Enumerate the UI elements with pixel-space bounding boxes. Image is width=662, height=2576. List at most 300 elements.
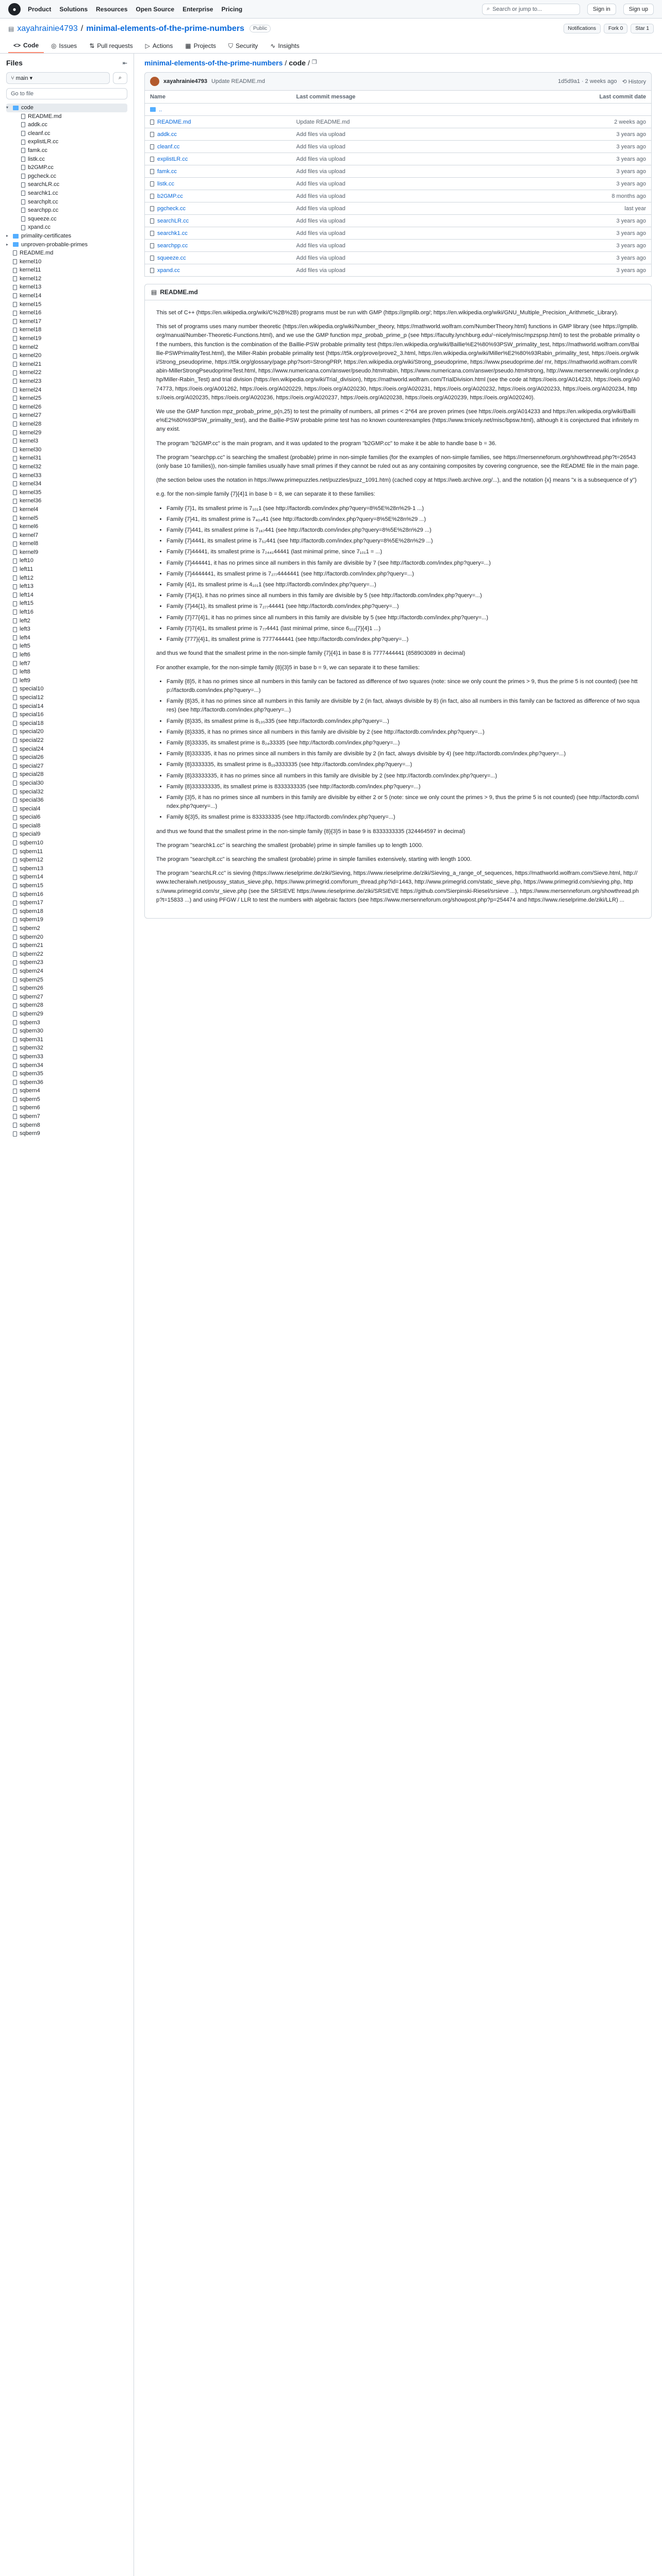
file-link[interactable]: cleanf.cc [157,143,180,150]
github-logo-icon[interactable]: ● [8,3,21,15]
graph-icon: ∿ [270,42,276,49]
file-icon [13,806,17,811]
tree-item-label: kernel9 [20,549,39,555]
tree-item-label: left13 [20,583,34,590]
tree-file[interactable] [6,916,127,924]
file-link[interactable]: searchLR.cc [157,217,189,224]
chevron-right-icon: ▸ [6,242,9,247]
tree-file[interactable] [6,856,127,865]
tree-file[interactable] [6,865,127,873]
tree-file[interactable] [6,163,127,172]
table-row[interactable] [145,202,652,215]
table-row[interactable] [145,104,652,116]
tree-file[interactable] [6,334,127,343]
tree-file[interactable] [6,146,127,155]
tree-item-label: kernel21 [20,361,42,367]
tab-insights[interactable] [265,39,304,53]
file-icon [13,892,17,897]
tree-item-label: left15 [20,600,34,607]
breadcrumb [144,59,652,67]
tree-item-label: left14 [20,591,34,598]
file-name-cell [145,153,291,165]
nav-pricing[interactable]: Pricing [221,5,243,13]
file-link[interactable]: squeeze.cc [157,255,186,261]
tree-file[interactable] [6,488,127,497]
tree-file[interactable] [6,702,127,711]
tree-file[interactable] [6,471,127,480]
tree-file[interactable] [6,933,127,942]
tab-actions-label: Actions [152,42,173,49]
repo-icon: ▤ [8,25,14,32]
file-icon [21,122,25,127]
folder-icon [13,242,19,247]
pull-request-icon: ⇅ [89,42,95,49]
tree-file[interactable] [6,941,127,950]
tree-file[interactable] [6,642,127,651]
tree-file[interactable] [6,617,127,625]
table-row[interactable] [145,252,652,264]
file-icon [13,285,17,290]
file-icon [13,1003,17,1008]
history-icon: ⟲ [622,78,628,85]
breadcrumb-repo[interactable]: minimal-elements-of-the-prime-numbers [144,59,283,67]
file-link[interactable]: searchpp.cc [157,242,188,249]
tree-file[interactable] [6,275,127,283]
tree-item-label: searchpp.cc [28,207,59,214]
tree-file[interactable] [6,215,127,224]
tree-file[interactable] [6,223,127,232]
tree-file[interactable] [6,189,127,198]
tree-file[interactable] [6,676,127,685]
tree-file[interactable] [6,993,127,1002]
repo-owner-link[interactable]: xayahrainie4793 [17,24,78,33]
tree-file[interactable] [6,924,127,933]
commit-message-cell[interactable]: Add files via upload [291,252,489,264]
tree-file[interactable] [6,882,127,890]
tree-file[interactable] [6,839,127,848]
tree-item-label: sqbern4 [20,1088,40,1094]
commit-message-cell[interactable]: Add files via upload [291,190,489,202]
tree-item-label: kernel12 [20,275,42,282]
tree-file[interactable] [6,1070,127,1078]
list-item: • Family {777}{4}1, its smallest prime is 7777444441 (see http://factordb.com/index.php?query=...) [167,635,640,644]
tree-file[interactable] [6,565,127,574]
actions-icon: ▷ [145,42,150,49]
tree-file[interactable] [6,659,127,668]
tree-file[interactable] [6,317,127,326]
file-icon [21,191,25,196]
commit-message[interactable]: Update README.md [211,78,265,84]
tree-file[interactable] [6,796,127,805]
tree-file[interactable] [6,779,127,788]
list-item: • Family {7}4444441, its smallest prime is 7₂₇₇4444441 (see http://factordb.com/index.php?query=...) [167,570,640,579]
tree-file[interactable] [6,180,127,189]
commit-message-cell[interactable]: Update README.md [291,116,489,128]
file-icon [13,1106,17,1111]
commit-author[interactable]: xayahrainie4793 [163,78,208,84]
nav-open-source[interactable]: Open Source [136,5,175,13]
tree-item-label: kernel20 [20,352,42,359]
list-item: • Family {7}44{1}, its smallest prime is 7₂₇₇44441 (see http://factordb.com/index.php?query=...) [167,602,640,611]
table-row[interactable] [145,141,652,153]
sidebar-header [6,59,127,67]
tree-file[interactable] [6,1001,127,1010]
tree-file[interactable] [6,360,127,369]
tree-file[interactable] [6,155,127,164]
tree-file[interactable] [6,1044,127,1053]
tree-file[interactable] [6,685,127,693]
tree-item-label: kernel23 [20,378,42,384]
readme-paragraph: and thus we found that the smallest prime in the non-simple family {8}{3}5 in base 9 is 8333333335 (324464597 in decimal) [156,828,466,835]
file-icon [13,755,17,760]
file-icon [13,875,17,880]
tree-file[interactable] [6,1053,127,1061]
file-link[interactable]: pgcheck.cc [157,205,186,212]
tree-item-label: kernel32 [20,463,42,470]
file-icon [13,311,17,316]
file-icon [13,558,17,564]
file-icon [150,268,154,273]
file-icon [21,148,25,153]
tree-file[interactable] [6,745,127,754]
tree-file[interactable] [6,719,127,728]
sign-up-button[interactable]: Sign up [623,4,654,15]
tree-file[interactable] [6,753,127,762]
fork-button[interactable]: Fork 0 [604,24,627,33]
tree-file[interactable] [6,522,127,531]
tree-file[interactable] [6,420,127,429]
tree-file[interactable] [6,300,127,309]
tree-file[interactable] [6,403,127,412]
tree-file[interactable] [6,599,127,608]
collapse-sidebar-icon[interactable]: ⇤ [122,60,127,66]
tree-file[interactable] [6,1121,127,1130]
tree-file[interactable] [6,736,127,745]
branch-selector[interactable]: ⑂ main ▾ [6,72,110,84]
tree-file[interactable] [6,608,127,617]
file-link[interactable]: famk.cc [157,168,177,175]
tree-file[interactable] [6,437,127,446]
history-label: History [628,78,646,85]
nav-product[interactable]: Product [28,5,52,13]
tree-file[interactable] [6,351,127,360]
tree-file[interactable] [6,497,127,505]
tree-file[interactable] [6,258,127,266]
file-link[interactable]: b2GMP.cc [157,193,183,199]
tree-file[interactable] [6,805,127,814]
table-row[interactable] [145,165,652,178]
file-icon [150,144,154,149]
tree-folder[interactable] [6,241,127,249]
commit-hash[interactable]: 1d5d9a1 · 2 weeks ago [558,78,617,84]
tree-file[interactable] [6,1061,127,1070]
file-icon [13,695,17,700]
file-link[interactable]: searchk1.cc [157,230,188,236]
tree-file[interactable] [6,634,127,642]
tree-file[interactable] [6,899,127,907]
tree-file[interactable] [6,129,127,138]
tree-item-label: sqbern26 [20,985,43,992]
tree-file[interactable] [6,574,127,583]
tree-file[interactable] [6,1036,127,1044]
file-icon [13,336,17,341]
commit-message-cell[interactable]: Add files via upload [291,128,489,141]
tab-issues[interactable] [46,39,82,53]
nav-enterprise[interactable]: Enterprise [183,5,213,13]
tree-file[interactable] [6,514,127,523]
commit-message-cell[interactable] [291,104,489,116]
tree-file[interactable] [6,958,127,967]
commit-message-cell[interactable]: Add files via upload [291,227,489,240]
tree-file[interactable] [6,411,127,420]
file-icon [13,481,17,486]
nav-resources[interactable]: Resources [96,5,128,13]
tree-file[interactable] [6,848,127,856]
tree-file[interactable] [6,830,127,839]
tree-file[interactable] [6,548,127,557]
list-item: • Family {7}4441, its smallest prime is 7₅₂441 (see http://factordb.com/index.php?query=8%5E%28n%29 ...) [167,537,640,546]
tree-file[interactable] [6,454,127,463]
tree-file[interactable] [6,1019,127,1027]
tree-file[interactable] [6,582,127,591]
tree-file[interactable] [6,1087,127,1095]
tree-file[interactable] [6,292,127,300]
repo-actions [564,24,654,33]
tree-item-label: sqbern10 [20,840,43,846]
family-list-base8 [167,504,640,645]
global-header [0,0,662,19]
file-link[interactable]: README.md [157,118,191,125]
tree-file[interactable] [6,1112,127,1121]
tree-file[interactable] [6,198,127,207]
tree-file[interactable] [6,822,127,831]
tree-file[interactable] [6,556,127,565]
commit-message-cell[interactable]: Add files via upload [291,202,489,215]
tree-item-label: explistLR.cc [28,139,59,145]
tree-file[interactable] [6,309,127,317]
tree-file[interactable] [6,907,127,916]
file-link[interactable]: explistLR.cc [157,156,188,162]
tree-file[interactable] [6,249,127,258]
table-row[interactable] [145,116,652,128]
tree-file[interactable] [6,1095,127,1104]
commit-date-cell [489,104,651,116]
tree-file[interactable] [6,463,127,471]
tree-file[interactable] [6,591,127,600]
tree-file[interactable] [6,505,127,514]
file-icon [150,256,154,261]
nav-solutions[interactable]: Solutions [59,5,88,13]
tree-file[interactable] [6,539,127,548]
file-icon [13,901,17,906]
tree-folder[interactable] [6,232,127,241]
file-icon [21,225,25,230]
commit-message-cell[interactable]: Add files via upload [291,153,489,165]
tree-item-label: special24 [20,745,44,752]
tree-item-label: kernel29 [20,429,42,436]
tree-item-label: pgcheck.cc [28,173,57,179]
tab-actions[interactable] [140,39,178,53]
tree-item-label: kernel16 [20,310,42,316]
tree-item-label: kernel19 [20,335,42,342]
tree-item-label: sqbern21 [20,942,43,949]
file-link[interactable]: listk.cc [157,180,174,187]
tree-file[interactable] [6,668,127,676]
readme-paragraph: The program "searchk1.cc" is searching the smallest (probable) prime in simple families up to length 1000. [156,842,423,849]
tab-code[interactable] [8,39,44,53]
file-icon [13,669,17,674]
repo-name-link[interactable]: minimal-elements-of-the-prime-numbers [86,24,244,33]
tree-file[interactable] [6,266,127,275]
tree-file[interactable] [6,1129,127,1138]
global-search-input[interactable] [482,4,580,15]
commit-date-cell: 2 weeks ago [489,116,651,128]
readme-paragraph: e.g. for the non-simple family {7}{4}1 in base b = 8, we can separate it to these families: [156,491,375,498]
file-icon [13,960,17,965]
table-row[interactable] [145,215,652,227]
readme-paragraph: The program "b2GMP.cc" is the main program, and it was updated to the program "b2GMP.cc" to make it be able to handle base b = 36. [156,440,496,447]
list-item: • Family {8}33333335, it has no primes since all numbers in this family are divisible by 2 (see http://factordb.com/index.php?query=...) [167,772,640,781]
tree-item-label: sqbern19 [20,917,43,923]
tree-file[interactable] [6,531,127,540]
file-icon [13,387,17,393]
tab-pull-requests[interactable] [84,39,138,53]
tree-item-label: sqbern18 [20,908,43,914]
table-row[interactable] [145,240,652,252]
file-link[interactable]: .. [159,106,162,113]
tree-file[interactable] [6,762,127,771]
tree-item-label: famk.cc [28,147,47,154]
tree-file[interactable] [6,651,127,659]
tree-file[interactable] [6,967,127,976]
tree-item-label: special30 [20,779,44,786]
file-icon [13,1114,17,1119]
tree-item-label: left7 [20,660,30,667]
go-to-file-input[interactable]: Go to file [6,88,127,99]
tree-file[interactable] [6,138,127,146]
tree-item-label: kernel35 [20,489,42,496]
tree-file[interactable] [6,1027,127,1036]
file-icon [13,618,17,623]
commit-message-cell[interactable]: Add files via upload [291,178,489,190]
table-row[interactable] [145,153,652,165]
file-icon [13,986,17,991]
file-icon [13,652,17,657]
tree-file[interactable] [6,206,127,215]
commit-message-cell[interactable]: Add files via upload [291,165,489,178]
tree-folder[interactable] [6,104,127,112]
file-icon [13,789,17,794]
file-icon [13,370,17,376]
tree-file[interactable] [6,1078,127,1087]
tab-projects[interactable] [180,39,221,53]
avatar[interactable] [150,77,159,86]
file-icon [13,1131,17,1137]
tree-item-label: special22 [20,737,44,743]
file-icon [21,140,25,145]
commit-message-cell[interactable]: Add files via upload [291,215,489,227]
tree-file[interactable] [6,950,127,959]
tree-file[interactable] [6,429,127,437]
tree-item-label: special27 [20,762,44,769]
tree-file[interactable] [6,710,127,719]
list-item: • Family {8}3335, it has no primes since all numbers in this family are divisible by 2 (see http://factordb.com/index.php?query=...) [167,728,640,737]
notifications-button[interactable]: Notifications [564,24,601,33]
tree-file[interactable] [6,788,127,796]
list-item: • Family 8{3}5, its smallest prime is 833333335 (see http://factordb.com/index.php?query=...) [167,813,640,822]
commit-message-cell[interactable]: Add files via upload [291,264,489,277]
file-icon [13,1054,17,1059]
tree-file[interactable] [6,377,127,386]
commit-message-cell[interactable]: Add files via upload [291,240,489,252]
tree-file[interactable] [6,873,127,882]
tree-file[interactable] [6,121,127,129]
file-link[interactable]: addk.cc [157,131,177,138]
tree-file[interactable] [6,770,127,779]
tree-file[interactable] [6,386,127,395]
file-icon [13,661,17,666]
tree-file[interactable] [6,326,127,334]
sign-in-button[interactable]: Sign in [587,4,616,15]
tree-file[interactable] [6,727,127,736]
star-button[interactable]: Star 1 [631,24,654,33]
file-icon [150,243,154,248]
file-icon [13,1080,17,1085]
tree-item-label: kernel11 [20,267,41,274]
file-icon [13,823,17,828]
copy-path-icon[interactable]: ❐ [311,59,317,65]
commit-message-cell[interactable]: Add files via upload [291,141,489,153]
tree-item-label: sqbern34 [20,1062,43,1069]
table-row[interactable] [145,190,652,202]
tree-file[interactable] [6,112,127,121]
tree-file[interactable] [6,283,127,292]
tree-file[interactable] [6,625,127,634]
table-row[interactable] [145,227,652,240]
tree-file[interactable] [6,480,127,488]
tree-file[interactable] [6,890,127,899]
tree-file[interactable] [6,813,127,822]
tree-file[interactable] [6,394,127,403]
tree-file[interactable] [6,984,127,993]
file-icon [13,1037,17,1042]
table-row[interactable] [145,128,652,141]
tab-pull-requests-label: Pull requests [97,42,133,49]
tab-security[interactable] [223,39,263,53]
table-row[interactable] [145,178,652,190]
table-row[interactable] [145,264,652,277]
file-name-cell [145,190,291,202]
breadcrumb-folder: code [289,59,306,67]
tree-item-label: special26 [20,754,44,761]
tree-file[interactable] [6,1010,127,1019]
tree-file[interactable] [6,446,127,454]
tree-file[interactable] [6,172,127,181]
tree-file[interactable] [6,368,127,377]
tree-file[interactable] [6,343,127,352]
file-icon [13,413,17,418]
file-icon [13,259,17,264]
tree-item-label: kernel15 [20,301,42,308]
history-link[interactable] [622,78,646,85]
search-files-button[interactable]: ⌕ [113,72,127,84]
tree-file[interactable] [6,1104,127,1112]
readme-paragraph: This set of programs uses many number theoretic (https://en.wikipedia.org/wiki/Number_theory, https://mathworld.wolfram.com/NumberTheory.html) functions in GMP library (see https://gmplib.org/manual/Number-Theoretic-Functions.html), and we use the GMP function mpz_probab_prime_p (see https://faculty.lynchburg.edu/~nicely/misc/mpzspsp.html) to test the probable primality of the numbers, this function is the combination of the Baillie-PSW probable primality test (https://en.wikipedia.org/wiki/Baillie%E2%80%93PSW_primality_test, https://mathworld.wolfram.com/Baillie-PSWPrimalityTest.html), the Miller-Rabin probable primality test (https://t5k.org/prove/prove2_3.html, https://en.wikipedia.org/wiki/Miller%E2%80%93Rabin_primality_test, https://oeis.org/wiki/Strong_pseudoprime, https://t5k.org/glossary/page.php?sort=StrongPRP, https://en.wikipedia.org/wiki/Strong_pseudoprime, https://www.pseudoprime.de/ rnr, https://mathworld.wolfram.com/Rabin-MillerStrongPseudoprimeTest.html, https://www.numericana.com/answer/pseudo.htm#rabin, https://www.numericana.com/answer/pseudo.htm#strong, http://www.mersennewiki.org/index.php/Miller-Rabin_Test) and trial division (https://en.wikipedia.org/wiki/Trial_division), https://mathworld.wolfram.com/TrialDivision.html (see the code at https://oeis.org/A014233, https://oeis.org/A074773, https://oeis.org/A001262, https://oeis.org/A020229, https://oeis.org/A020230, https://oeis.org/A020231, https://oeis.org/A020232, https://oeis.org/A020233, https://oeis.org/A020234, https://oeis.org/A020235, https://oeis.org/A020236, https://oeis.org/A020237, https://oeis.org/A020238, https://oeis.org/A020239, https://oeis.org/A020240). [156,324,640,401]
file-link[interactable]: xpand.cc [157,267,180,274]
file-icon [13,909,17,914]
tree-file[interactable] [6,693,127,702]
tree-file[interactable] [6,976,127,985]
